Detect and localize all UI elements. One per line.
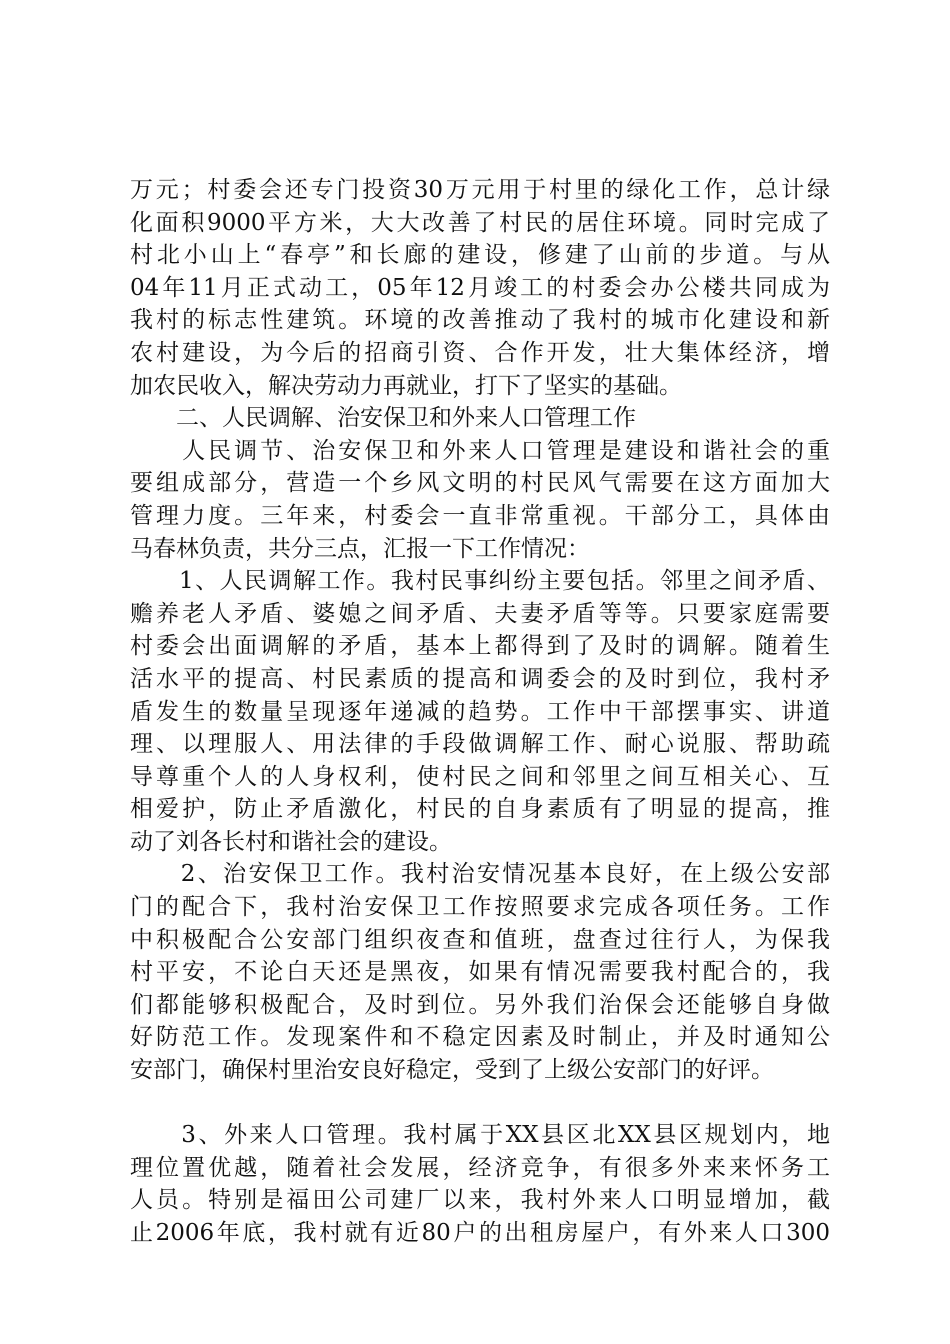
text-line: 人民调节、治安保卫和外来人口管理是建设和谐社会的重 [130, 437, 830, 464]
text-line: 村北小山上“春亭”和长廊的建设，修建了山前的步道。与从 [130, 242, 830, 269]
text-line: 加农民收入，解决劳动力再就业，打下了坚实的基础。 [130, 372, 682, 399]
text-line: 3、外来人口管理。我村属于XX县区北XX县区规划内，地 [130, 1122, 830, 1149]
text-line: 止2006年底，我村就有近80户的出租房屋户，有外来人口300 [130, 1220, 830, 1246]
text-line: 1、人民调解工作。我村民事纠纷主要包括。邻里之间矛盾、 [130, 568, 830, 595]
text-line: 活水平的提高、村民素质的提高和调委会的及时到位，我村矛 [130, 665, 830, 692]
blank-line [130, 1087, 830, 1120]
text-line: 马春林负责，共分三点，汇报一下工作情况： [130, 535, 590, 562]
text-line: 万元；村委会还专门投资30万元用于村里的绿化工作，总计绿 [130, 177, 830, 203]
text-line: 村委会出面调解的矛盾，基本上都得到了及时的调解。随着生 [130, 633, 830, 660]
text-line: 人员。特别是福田公司建厂以来，我村外来人口明显增加，截 [130, 1187, 830, 1214]
text-line: 04年11月正式动工，05年12月竣工的村委会办公楼共同成为 [130, 274, 830, 301]
text-line: 动了刘各长村和谐社会的建设。 [130, 828, 452, 855]
text-line: 我村的标志性建筑。环境的改善推动了我村的城市化建设和新 [130, 307, 830, 334]
text-line: 们都能够积极配合，及时到位。另外我们治保会还能够自身做 [130, 991, 830, 1018]
text-line: 好防范工作。发现案件和不稳定因素及时制止，并及时通知公 [130, 1024, 830, 1051]
text-line: 管理力度。三年来，村委会一直非常重视。干部分工，具体由 [130, 502, 830, 529]
text-line: 理、以理服人、用法律的手段做调解工作、耐心说服、帮助疏 [130, 731, 830, 758]
text-line: 2、治安保卫工作。我村治安情况基本良好，在上级公安部 [130, 861, 830, 888]
text-line: 村平安，不论白天还是黑夜，如果有情况需要我村配合的，我 [130, 959, 830, 986]
document-body [130, 174, 830, 1250]
text-line: 理位置优越，随着社会发展，经济竞争，有很多外来来怀务工 [130, 1154, 830, 1181]
text-line: 赡养老人矛盾、婆媳之间矛盾、夫妻矛盾等等。只要家庭需要 [130, 600, 830, 627]
text-line: 相爱护，防止矛盾激化，村民的自身素质有了明显的提高，推 [130, 796, 830, 823]
text-line: 安部门，确保村里治安良好稳定，受到了上级公安部门的好评。 [130, 1057, 774, 1084]
text-line: 农村建设，为今后的招商引资、合作开发，壮大集体经济，增 [130, 339, 830, 366]
text-line: 盾发生的数量呈现逐年递减的趋势。工作中干部摆事实、讲道 [130, 698, 830, 725]
section-heading: 二、人民调解、治安保卫和外来人口管理工作 [130, 405, 636, 432]
text-line: 中积极配合公安部门组织夜查和值班，盘查过往行人，为保我 [130, 926, 830, 953]
text-line: 化面积9000平方米，大大改善了村民的居住环境。同时完成了 [130, 209, 830, 236]
text-line: 门的配合下，我村治安保卫工作按照要求完成各项任务。工作 [130, 894, 830, 921]
text-line: 要组成部分，营造一个乡风文明的村民风气需要在这方面加大 [130, 470, 830, 497]
text-line: 导尊重个人的人身权利，使村民之间和邻里之间互相关心、互 [130, 763, 830, 790]
